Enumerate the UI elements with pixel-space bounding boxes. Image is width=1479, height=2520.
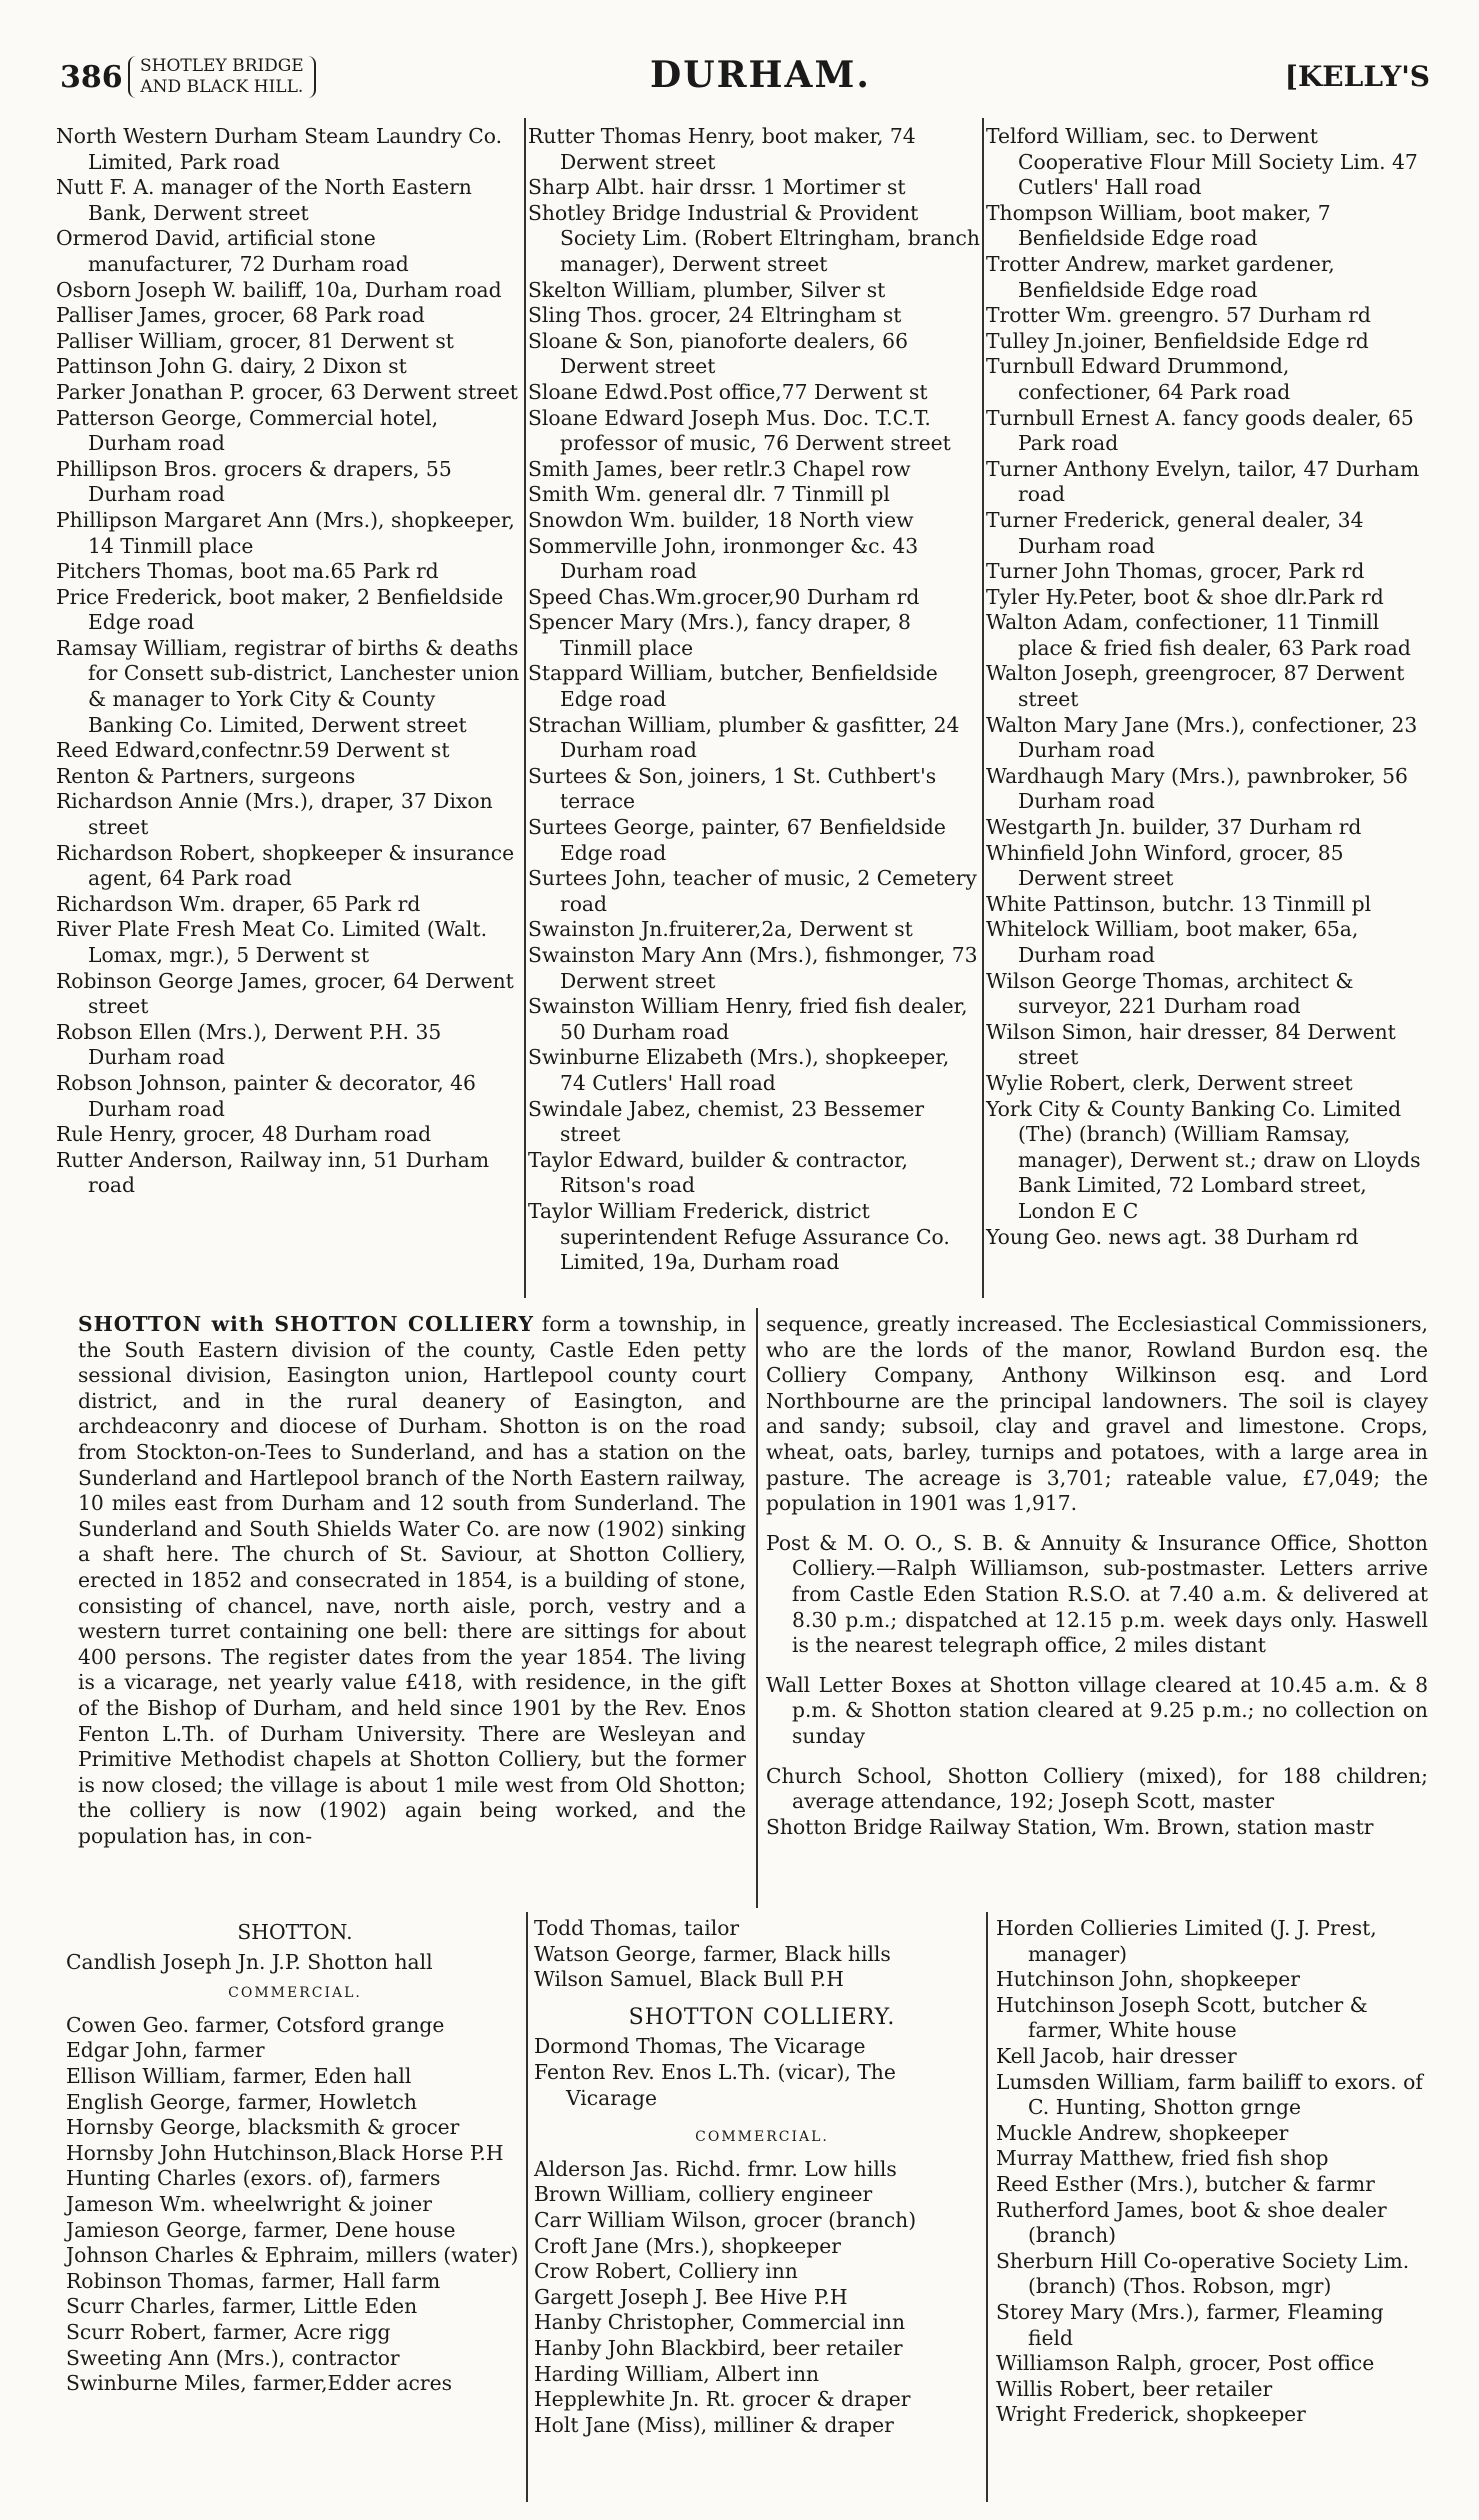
directory-entry: Fenton Rev. Enos L.Th. (vicar), The Vicarage (534, 2059, 896, 2110)
county-title: DURHAM. (650, 54, 871, 96)
directory-entry: Richardson Annie (Mrs.), draper, 37 Dixon street (56, 789, 493, 840)
list-column-3 (996, 1916, 1426, 2428)
directory-entry: Reed Esther (Mrs.), butcher & farmr (996, 2171, 1375, 2196)
directory-entry: Smith Wm. general dlr. 7 Tinmill pl (528, 482, 890, 507)
shotton-list-continued (534, 1916, 990, 1993)
directory-entry: Lumsden William, farm bailiff to exors. of C. Hunting, Shotton grnge (996, 2069, 1423, 2120)
directory-entry: Surtees George, painter, 67 Benfieldside Edge road (528, 815, 946, 865)
directory-entry: York City & County Banking Co. Limited (The) (branch) (William Ramsay, manager), Derwent st.; draw on Lloyds Bank Limited, 72 Lombard street, London E C (986, 1096, 1421, 1223)
directory-entry: Hutchinson John, shopkeeper (996, 1967, 1300, 1992)
section-shotton: SHOTTON. (237, 1920, 353, 1944)
description-continued: sequence, greatly increased. The Ecclesiastical Commissioners, who are the lords of the manor, Rowland Burdon esq. the Colliery Company, Anthony Wilkinson esq. and Lord Northbourne are the principal landowners. The soil is clayey and sandy; subsoil, clay and gravel and limestone. Crops, wheat, oats, barley, turnips and potatoes, with a large area in pasture. The acreage is 3,701; rateable value, £7,049; the population in 1901 was 1,917. (766, 1312, 1428, 1516)
directory-entry: Stappard William, butcher, Benfieldside Edge road (528, 661, 938, 712)
directory-entry: Reed Edward,confectnr.59 Derwent st (56, 738, 450, 763)
directory-entry: Croft Jane (Mrs.), shopkeeper (534, 2233, 841, 2258)
directory-entry: Palliser James, grocer, 68 Park road (56, 303, 425, 328)
directory-entry: Alderson Jas. Richd. frmr. Low hills (534, 2156, 897, 2181)
directory-entry: Edgar John, farmer (66, 2038, 265, 2063)
directory-entry: Young Geo. news agt. 38 Durham rd (986, 1224, 1359, 1249)
shotton-commercial-list (66, 2013, 524, 2397)
directory-entry: Jamieson George, farmer, Dene house (66, 2217, 456, 2242)
directory-column-3 (986, 124, 1426, 1250)
directory-entry: Richardson Robert, shopkeeper & insurance agent, 64 Park road (56, 840, 515, 891)
directory-entry: Williamson Ralph, grocer, Post office (996, 2351, 1375, 2376)
directory-entry: Willis Robert, beer retailer (996, 2376, 1273, 2401)
directory-entry: Pitchers Thomas, boot ma.65 Park rd (56, 559, 439, 584)
directory-entry: Snowdon Wm. builder, 18 North view (528, 507, 914, 532)
wall-letter-boxes: Wall Letter Boxes at Shotton village cleared at 10.45 a.m. & 8 p.m. & Shotton station cleared at 9.25 p.m.; no collection on sunday (766, 1672, 1428, 1748)
directory-entry: Muckle Andrew, shopkeeper (996, 2120, 1289, 2145)
directory-entry: Hunting Charles (exors. of), farmers (66, 2166, 441, 2191)
commercial-label: COMMERCIAL. (228, 1985, 362, 2002)
directory-entry: Patterson George, Commercial hotel, Durham road (56, 405, 439, 456)
directory-entry: Sloane Edward Joseph Mus. Doc. T.C.T. professor of music, 76 Derwent street (528, 405, 951, 456)
directory-entry: Watson George, farmer, Black hills (534, 1941, 891, 1966)
directory-entry: Wilson Samuel, Black Bull P.H (534, 1967, 844, 1992)
directory-entry: Scurr Robert, farmer, Acre rigg (66, 2319, 391, 2344)
directory-entry: Hutchinson Joseph Scott, butcher & farmer, White house (996, 1992, 1368, 2043)
directory-entry: Walton Joseph, greengrocer, 87 Derwent street (986, 661, 1405, 712)
directory-entry: Dormond Thomas, The Vicarage (534, 2034, 866, 2059)
directory-entry: Ormerod David, artificial stone manufacturer, 72 Durham road (56, 226, 409, 276)
directory-entry: Hanby John Blackbird, beer retailer (534, 2335, 903, 2360)
brace-line-2: AND BLACK HILL. (140, 77, 304, 97)
directory-entry: Swinburne Miles, farmer,Edder acres (66, 2371, 453, 2396)
directory-entry: Robson Ellen (Mrs.), Derwent P.H. 35 Durham road (56, 1019, 442, 1070)
directory-entry: Carr William Wilson, grocer (branch) (534, 2207, 917, 2232)
directory-entry: Kell Jacob, hair dresser (996, 2043, 1237, 2068)
directory-entry: Wylie Robert, clerk, Derwent street (986, 1070, 1353, 1095)
directory-entry: Rutter Anderson, Railway inn, 51 Durham road (56, 1147, 490, 1198)
directory-entry: English George, farmer, Howletch (66, 2089, 417, 2114)
directory-entry: Turner Frederick, general dealer, 34 Durham road (986, 507, 1364, 558)
locality-brace (128, 56, 316, 98)
directory-entry: North Western Durham Steam Laundry Co. Limited, Park road (56, 124, 503, 174)
directory-entry: Telford William, sec. to Derwent Cooperative Flour Mill Society Lim. 47 Cutlers' Hall road (986, 124, 1418, 200)
description-text: form a township, in the South Eastern division of the county, Castle Eden petty sessional division, Easington union, Hartlepool county court district, and in the rural deanery of Easington, and archdeaconry and diocese of Durham. Shotton is on the road from Stockton-on-Tees to Sunderland, and has a station on the Sunderland and Hartlepool branch of the North Eastern railway, 10 miles east from Durham and 12 south from Sunderland. The Sunderland and South Shields Water Co. are now (1902) sinking a shaft here. The church of St. Saviour, at Shotton Colliery, erected in 1852 and consecrated in 1854, is a building of stone, consisting of chancel, nave, north aisle, porch, vestry and a western turret containing one bell: there are sittings for about 400 persons. The register dates from the year 1854. The living is a vicarage, net yearly value £418, with residence, in the gift of the Bishop of Durham, and held since 1901 by the Rev. Enos Fenton L.Th. of Durham University. There are Wesleyan and Primitive Methodist chapels at Shotton Colliery, but the former is now closed; the village is about 1 mile west from Old Shotton; the colliery is now (1902) again being worked, and the population has, in con- (78, 1312, 746, 1848)
column-rule (756, 1308, 758, 1908)
directory-entry: Renton & Partners, surgeons (56, 763, 356, 788)
colliery-private-list (534, 2034, 990, 2111)
directory-entry: Sweeting Ann (Mrs.), contractor (66, 2345, 400, 2370)
directory-entry: Storey Mary (Mrs.), farmer, Fleaming field (996, 2299, 1384, 2350)
directory-entry: Wright Frederick, shopkeeper (996, 2402, 1306, 2427)
place-heading: SHOTTON with SHOTTON COLLIERY (78, 1312, 535, 1336)
directory-entry: River Plate Fresh Meat Co. Limited (Walt. Lomax, mgr.), 5 Derwent st (56, 917, 488, 967)
directory-entry: Wardhaugh Mary (Mrs.), pawnbroker, 56 Durham road (986, 763, 1408, 814)
directory-entry: Walton Mary Jane (Mrs.), confectioner, 23 Durham road (986, 712, 1418, 763)
directory-entry: Turner Anthony Evelyn, tailor, 47 Durham road (986, 456, 1420, 507)
directory-entry: Trotter Andrew, market gardener, Benfieldside Edge road (986, 251, 1335, 302)
railway-station: Shotton Bridge Railway Station, Wm. Brown, station mastr (766, 1814, 1374, 1839)
directory-entry: Taylor William Frederick, district superintendent Refuge Assurance Co. Limited, 19a, Durham road (528, 1198, 950, 1275)
directory-entry: Osborn Joseph W. bailiff, 10a, Durham road (56, 277, 502, 302)
directory-entry: Brown William, colliery engineer (534, 2182, 873, 2207)
directory-entry: Murray Matthew, fried fish shop (996, 2146, 1329, 2171)
post-office-info: Post & M. O. O., S. B. & Annuity & Insurance Office, Shotton Colliery.—Ralph Williamson, sub-postmaster. Letters arrive from Castle Eden Station R.S.O. at 7.40 a.m. & delivered at 8.30 p.m.; dispatched at 12.15 p.m. week days only. Haswell is the nearest telegraph office, 2 miles distant (766, 1530, 1428, 1658)
directory-entry: Swinburne Elizabeth (Mrs.), shopkeeper, 74 Cutlers' Hall road (528, 1045, 950, 1095)
directory-entry: Whitelock William, boot maker, 65a, Durham road (986, 917, 1359, 967)
directory-entry: Tulley Jn.joiner, Benfieldside Edge rd (986, 328, 1369, 353)
directory-entry: Swainston Jn.fruiterer,2a, Derwent st (528, 917, 913, 942)
directory-entry: Taylor Edward, builder & contractor, Ritson's road (528, 1147, 908, 1198)
directory-entry: Ellison William, farmer, Eden hall (66, 2063, 412, 2088)
directory-entry: Johnson Charles & Ephraim, millers (water) (66, 2243, 519, 2268)
list-column-1 (66, 1916, 524, 2397)
directory-entry: Walton Adam, confectioner, 11 Tinmill place & fried fish dealer, 63 Park road (986, 610, 1411, 660)
directory-entry: Wilson Simon, hair dresser, 84 Derwent street (986, 1019, 1396, 1070)
directory-entry: Sloane & Son, pianoforte dealers, 66 Derwent street (528, 328, 908, 379)
directory-entry: Scurr Charles, farmer, Little Eden (66, 2294, 418, 2319)
directory-entry: Skelton William, plumber, Silver st (528, 277, 886, 302)
directory-entry: Turnbull Ernest A. fancy goods dealer, 65 Park road (986, 405, 1414, 456)
directory-entry: Crow Robert, Colliery inn (534, 2259, 798, 2284)
directory-entry: Cowen Geo. farmer, Cotsford grange (66, 2012, 445, 2037)
directory-entry: Turnbull Edward Drummond, confectioner, 64 Park road (986, 354, 1291, 404)
directory-entry: Turner John Thomas, grocer, Park rd (986, 559, 1365, 584)
directory-entry: Todd Thomas, tailor (534, 1916, 740, 1940)
shotton-details (766, 1312, 1428, 1840)
directory-entry: Horden Collieries Limited (J. J. Prest, manager) (996, 1916, 1377, 1966)
directory-entry: Price Frederick, boot maker, 2 Benfieldside Edge road (56, 584, 504, 635)
directory-entry: Hornsby George, blacksmith & grocer (66, 2115, 460, 2140)
trade-directory (56, 124, 1426, 1284)
colliery-commercial-list (534, 2157, 990, 2439)
directory-entry: Robinson Thomas, farmer, Hall farm (66, 2268, 441, 2293)
directory-entry: Nutt F. A. manager of the North Eastern Bank, Derwent street (56, 175, 472, 225)
directory-entry: Westgarth Jn. builder, 37 Durham rd (986, 815, 1362, 840)
directory-entry: Richardson Wm. draper, 65 Park rd (56, 891, 421, 916)
directory-entry: Sharp Albt. hair drssr. 1 Mortimer st (528, 175, 906, 200)
page-header (50, 48, 1430, 118)
brace-line-1: SHOTLEY BRIDGE (140, 56, 304, 76)
directory-entry: Phillipson Margaret Ann (Mrs.), shopkeeper, 14 Tinmill place (56, 507, 515, 558)
directory-entry: Spencer Mary (Mrs.), fancy draper, 8 Tinmill place (528, 610, 911, 660)
directory-entry: Hanby Christopher, Commercial inn (534, 2310, 906, 2335)
directory-entry: Phillipson Bros. grocers & drapers, 55 Durham road (56, 456, 452, 507)
directory-entry: Trotter Wm. greengro. 57 Durham rd (986, 303, 1371, 328)
commercial-label: COMMERCIAL. (695, 2129, 829, 2146)
directory-entry: Rule Henry, grocer, 48 Durham road (56, 1122, 432, 1147)
directory-entry: Pattinson John G. dairy, 2 Dixon st (56, 354, 407, 379)
directory-column-2 (528, 124, 980, 1276)
directory-entry: Rutter Thomas Henry, boot maker, 74 Derwent street (528, 124, 916, 174)
directory-entry: Sloane Edwd.Post office,77 Derwent st (528, 379, 928, 404)
directory-entry: Sommerville John, ironmonger &c. 43 Durham road (528, 533, 919, 584)
directory-entry: Smith James, beer retlr.3 Chapel row (528, 456, 911, 481)
colliery-commercial-list-continued (996, 1916, 1426, 2428)
church-school: Church School, Shotton Colliery (mixed), for 188 children; average attendance, 192; Joseph Scott, master (766, 1763, 1428, 1814)
page-number: 386 (60, 60, 123, 95)
list-column-2 (534, 1916, 990, 2438)
directory-entry: Tyler Hy.Peter, boot & shoe dlr.Park rd (986, 584, 1384, 609)
directory-entry: Hornsby John Hutchinson,Black Horse P.H (66, 2140, 504, 2165)
directory-entry: Robson Johnson, painter & decorator, 46 Durham road (56, 1070, 476, 1121)
column-rule (982, 118, 984, 1298)
list-item: Candlish Joseph Jn. J.P. Shotton hall (66, 1949, 433, 1974)
directory-entry: Jameson Wm. wheelwright & joiner (66, 2191, 432, 2216)
directory-entry: White Pattinson, butchr. 13 Tinmill pl (986, 891, 1372, 916)
directory-entry: Sherburn Hill Co-operative Society Lim. (branch) (Thos. Robson, mgr) (996, 2248, 1410, 2299)
directory-entry: Speed Chas.Wm.grocer,90 Durham rd (528, 584, 920, 609)
publisher-mark: [KELLY'S (1284, 60, 1430, 93)
directory-entry: Ramsay William, registrar of births & deaths for Consett sub-district, Lanchester union & manager to York City & County Banking Co. Limited, Derwent street (56, 635, 520, 737)
shotton-description (78, 1312, 746, 1849)
directory-entry: Wilson George Thomas, architect & surveyor, 221 Durham road (986, 968, 1354, 1019)
directory-entry: Gargett Joseph J. Bee Hive P.H (534, 2284, 848, 2309)
shotton-lists (66, 1916, 1426, 2496)
directory-entry: Swindale Jabez, chemist, 23 Bessemer street (528, 1096, 925, 1147)
directory-entry: Thompson William, boot maker, 7 Benfieldside Edge road (986, 200, 1331, 251)
directory-entry: Palliser William, grocer, 81 Derwent st (56, 328, 454, 353)
directory-entry: Strachan William, plumber & gasfitter, 24 Durham road (528, 712, 960, 763)
directory-entry: Sling Thos. grocer, 24 Eltringham st (528, 303, 902, 328)
directory-entry: Swainston William Henry, fried fish dealer, 50 Durham road (528, 994, 968, 1044)
directory-entry: Shotley Bridge Industrial & Provident Society Lim. (Robert Eltringham, branch manager), Derwent street (528, 200, 980, 276)
directory-entry: Surtees John, teacher of music, 2 Cemetery road (528, 866, 977, 916)
column-rule (526, 1912, 528, 2502)
directory-column-1 (56, 124, 524, 1199)
directory-entry: Rutherford James, boot & shoe dealer (branch) (996, 2197, 1387, 2248)
directory-entry: Parker Jonathan P. grocer, 63 Derwent street (56, 379, 518, 404)
directory-entry: Holt Jane (Miss), milliner & draper (534, 2412, 894, 2437)
section-shotton-colliery: SHOTTON COLLIERY. (628, 2004, 896, 2030)
directory-entry: Surtees & Son, joiners, 1 St. Cuthbert's terrace (528, 763, 937, 814)
directory-entry: Whinfield John Winford, grocer, 85 Derwent street (986, 840, 1344, 891)
column-rule (986, 1912, 988, 2502)
directory-entry: Robinson George James, grocer, 64 Derwent street (56, 968, 514, 1019)
directory-entry: Swainston Mary Ann (Mrs.), fishmonger, 73 Derwent street (528, 943, 978, 993)
column-rule (524, 118, 526, 1298)
directory-entry: Harding William, Albert inn (534, 2361, 820, 2386)
directory-entry: Hepplewhite Jn. Rt. grocer & draper (534, 2387, 911, 2412)
